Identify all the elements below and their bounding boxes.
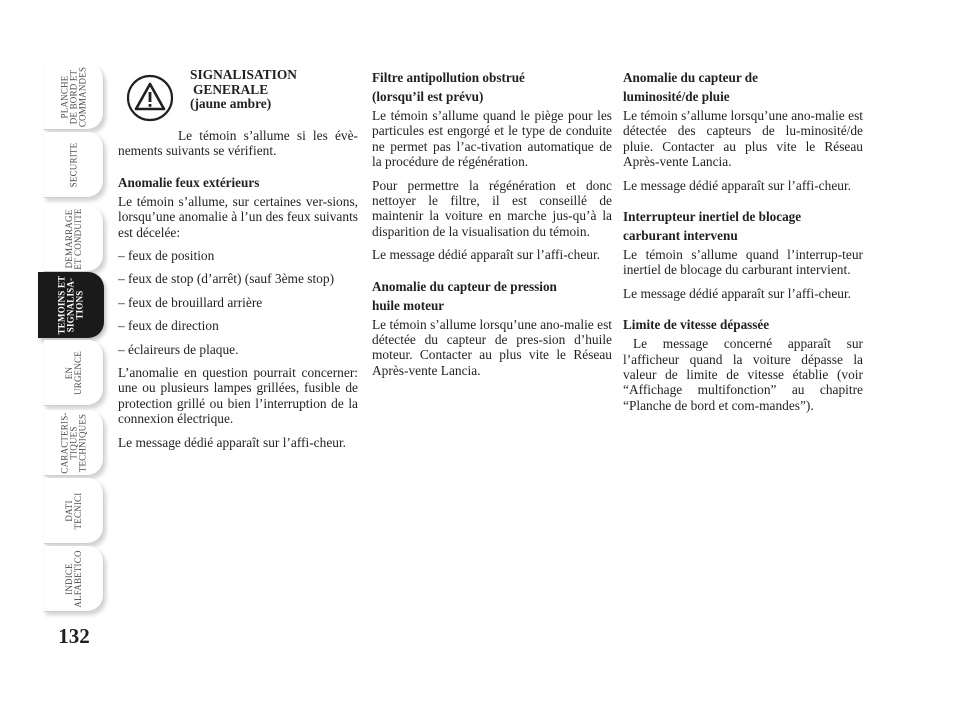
page-number: 132 — [58, 624, 90, 648]
heading-line: Anomalie du capteur de pression — [372, 278, 557, 294]
tab-label: PLANCHE DE BORD ET COMMANDES — [59, 66, 88, 128]
tab-label: CARACTERIS- TIQUES TECHNIQUES — [59, 412, 88, 474]
signalisation-header — [118, 68, 358, 128]
vitesse-paragraph: Le message concerné apparaît sur l’afficheur quand la voiture dépasse la valeur de limite de vitesse établie (voir “Affichage multifonction” au chapitre “Planche de bord et com-mandes”). — [623, 336, 863, 413]
list-item: – éclaireurs de plaque. — [118, 341, 239, 357]
list-item: – feux de direction — [118, 318, 219, 334]
luminosite-paragraph: Le témoin s’allume lorsqu’une ano-malie est détectée des capteurs de lu-minosité/de pluie. Contacter au plus vite le Réseau Après-vente Lancia. — [623, 108, 863, 170]
list-item: – feux de brouillard arrière — [118, 294, 263, 310]
heading-line: Filtre antipollution obstrué — [372, 70, 525, 85]
tab-planche-de-bord[interactable] — [44, 64, 104, 130]
tab-label: TEMOINS ET SIGNALISA- TIONS — [56, 275, 85, 335]
heading-pression — [372, 277, 612, 315]
interrupteur-paragraph: Le témoin s’allume quand l’interrup-teur inertiel de blocage du carburant intervient. — [623, 247, 863, 278]
anomalie-paragraph: L’anomalie en question pourrait concerner: une ou plusieurs lampes grillées, fusible de protection grillé ou bien l’interruption de la connexion électrique. — [118, 365, 358, 427]
sig-title-line: SIGNALISATION — [190, 67, 297, 82]
heading-line: huile moteur — [372, 297, 445, 313]
heading-filtre — [372, 68, 612, 106]
column-2 — [372, 68, 612, 386]
column-3 — [623, 68, 863, 421]
tab-label: SECURITE — [68, 142, 79, 188]
sig-title-line: (jaune ambre) — [190, 96, 272, 111]
tab-demarrage[interactable] — [44, 206, 104, 272]
pression-paragraph: Le témoin s’allume lorsqu’une ano-malie est détectée du capteur de pres-sion d’huile moteur. Contacter au plus vite le Réseau Après-vente Lancia. — [372, 316, 612, 378]
column-1 — [118, 68, 358, 458]
heading-luminosite — [623, 68, 863, 106]
tab-en-urgence[interactable] — [44, 340, 104, 406]
message-paragraph: Le message dédié apparaît sur l’affi-cheur. — [118, 434, 347, 450]
sig-title-line: GENERALE — [193, 81, 269, 97]
heading-line: luminosité/de pluie — [623, 89, 730, 104]
tab-dati-tecnici[interactable] — [44, 478, 104, 544]
heading-feux: Anomalie feux extérieurs — [118, 174, 260, 190]
heading-vitesse: Limite de vitesse dépassée — [623, 317, 770, 333]
tab-temoins-active[interactable] — [38, 272, 104, 338]
heading-line: carburant intervenu — [623, 228, 738, 244]
heading-line: Anomalie du capteur de — [623, 70, 758, 85]
interrupteur-message: Le message dédié apparaît sur l’affi-cheur. — [623, 285, 852, 301]
heading-line: (lorsqu’il est prévu) — [372, 89, 484, 104]
list-item: – feux de position — [118, 248, 215, 264]
signalisation-title — [190, 68, 297, 112]
filtre-paragraph-1: Le témoin s’allume quand le piège pour les particules est engorgé et le type de conduite ne permet pas l’ac-tivation automatique de la procédure de régénération. — [372, 108, 612, 170]
tab-label: INDICE ALFABETICO — [64, 550, 83, 608]
feux-intro: Le témoin s’allume, sur certaines ver-sions, lorsqu’une anomalie à l’un des feux suivants est décelée: — [118, 193, 358, 240]
tab-caracteristiques[interactable] — [44, 410, 104, 476]
filtre-message: Le message dédié apparaît sur l’affi-cheur. — [372, 247, 601, 263]
warning-triangle-icon — [126, 74, 174, 122]
filtre-paragraph-2: Pour permettre la régénération et donc nettoyer le filtre, il est conseillé de maintenir la voiture en marche jus-qu’à la disparition de la visualisation du témoin. — [372, 177, 612, 239]
tab-label: EN URGENCE — [64, 351, 83, 395]
list-item: – feux de stop (d’arrêt) (sauf 3ème stop) — [118, 271, 335, 287]
tab-label: DATI TECNICI — [64, 492, 83, 530]
heading-line: Interrupteur inertiel de blocage — [623, 209, 802, 225]
luminosite-message: Le message dédié apparaît sur l’affi-cheur. — [623, 177, 852, 193]
tab-securite[interactable] — [44, 132, 104, 198]
tab-label: DEMARRAGE ET CONDUITE — [64, 208, 83, 270]
heading-interrupteur — [623, 207, 863, 245]
intro-paragraph: Le témoin s’allume si les évè-nements suivants se vérifient. — [118, 128, 358, 159]
tab-indice-alfabetico[interactable] — [44, 546, 104, 612]
